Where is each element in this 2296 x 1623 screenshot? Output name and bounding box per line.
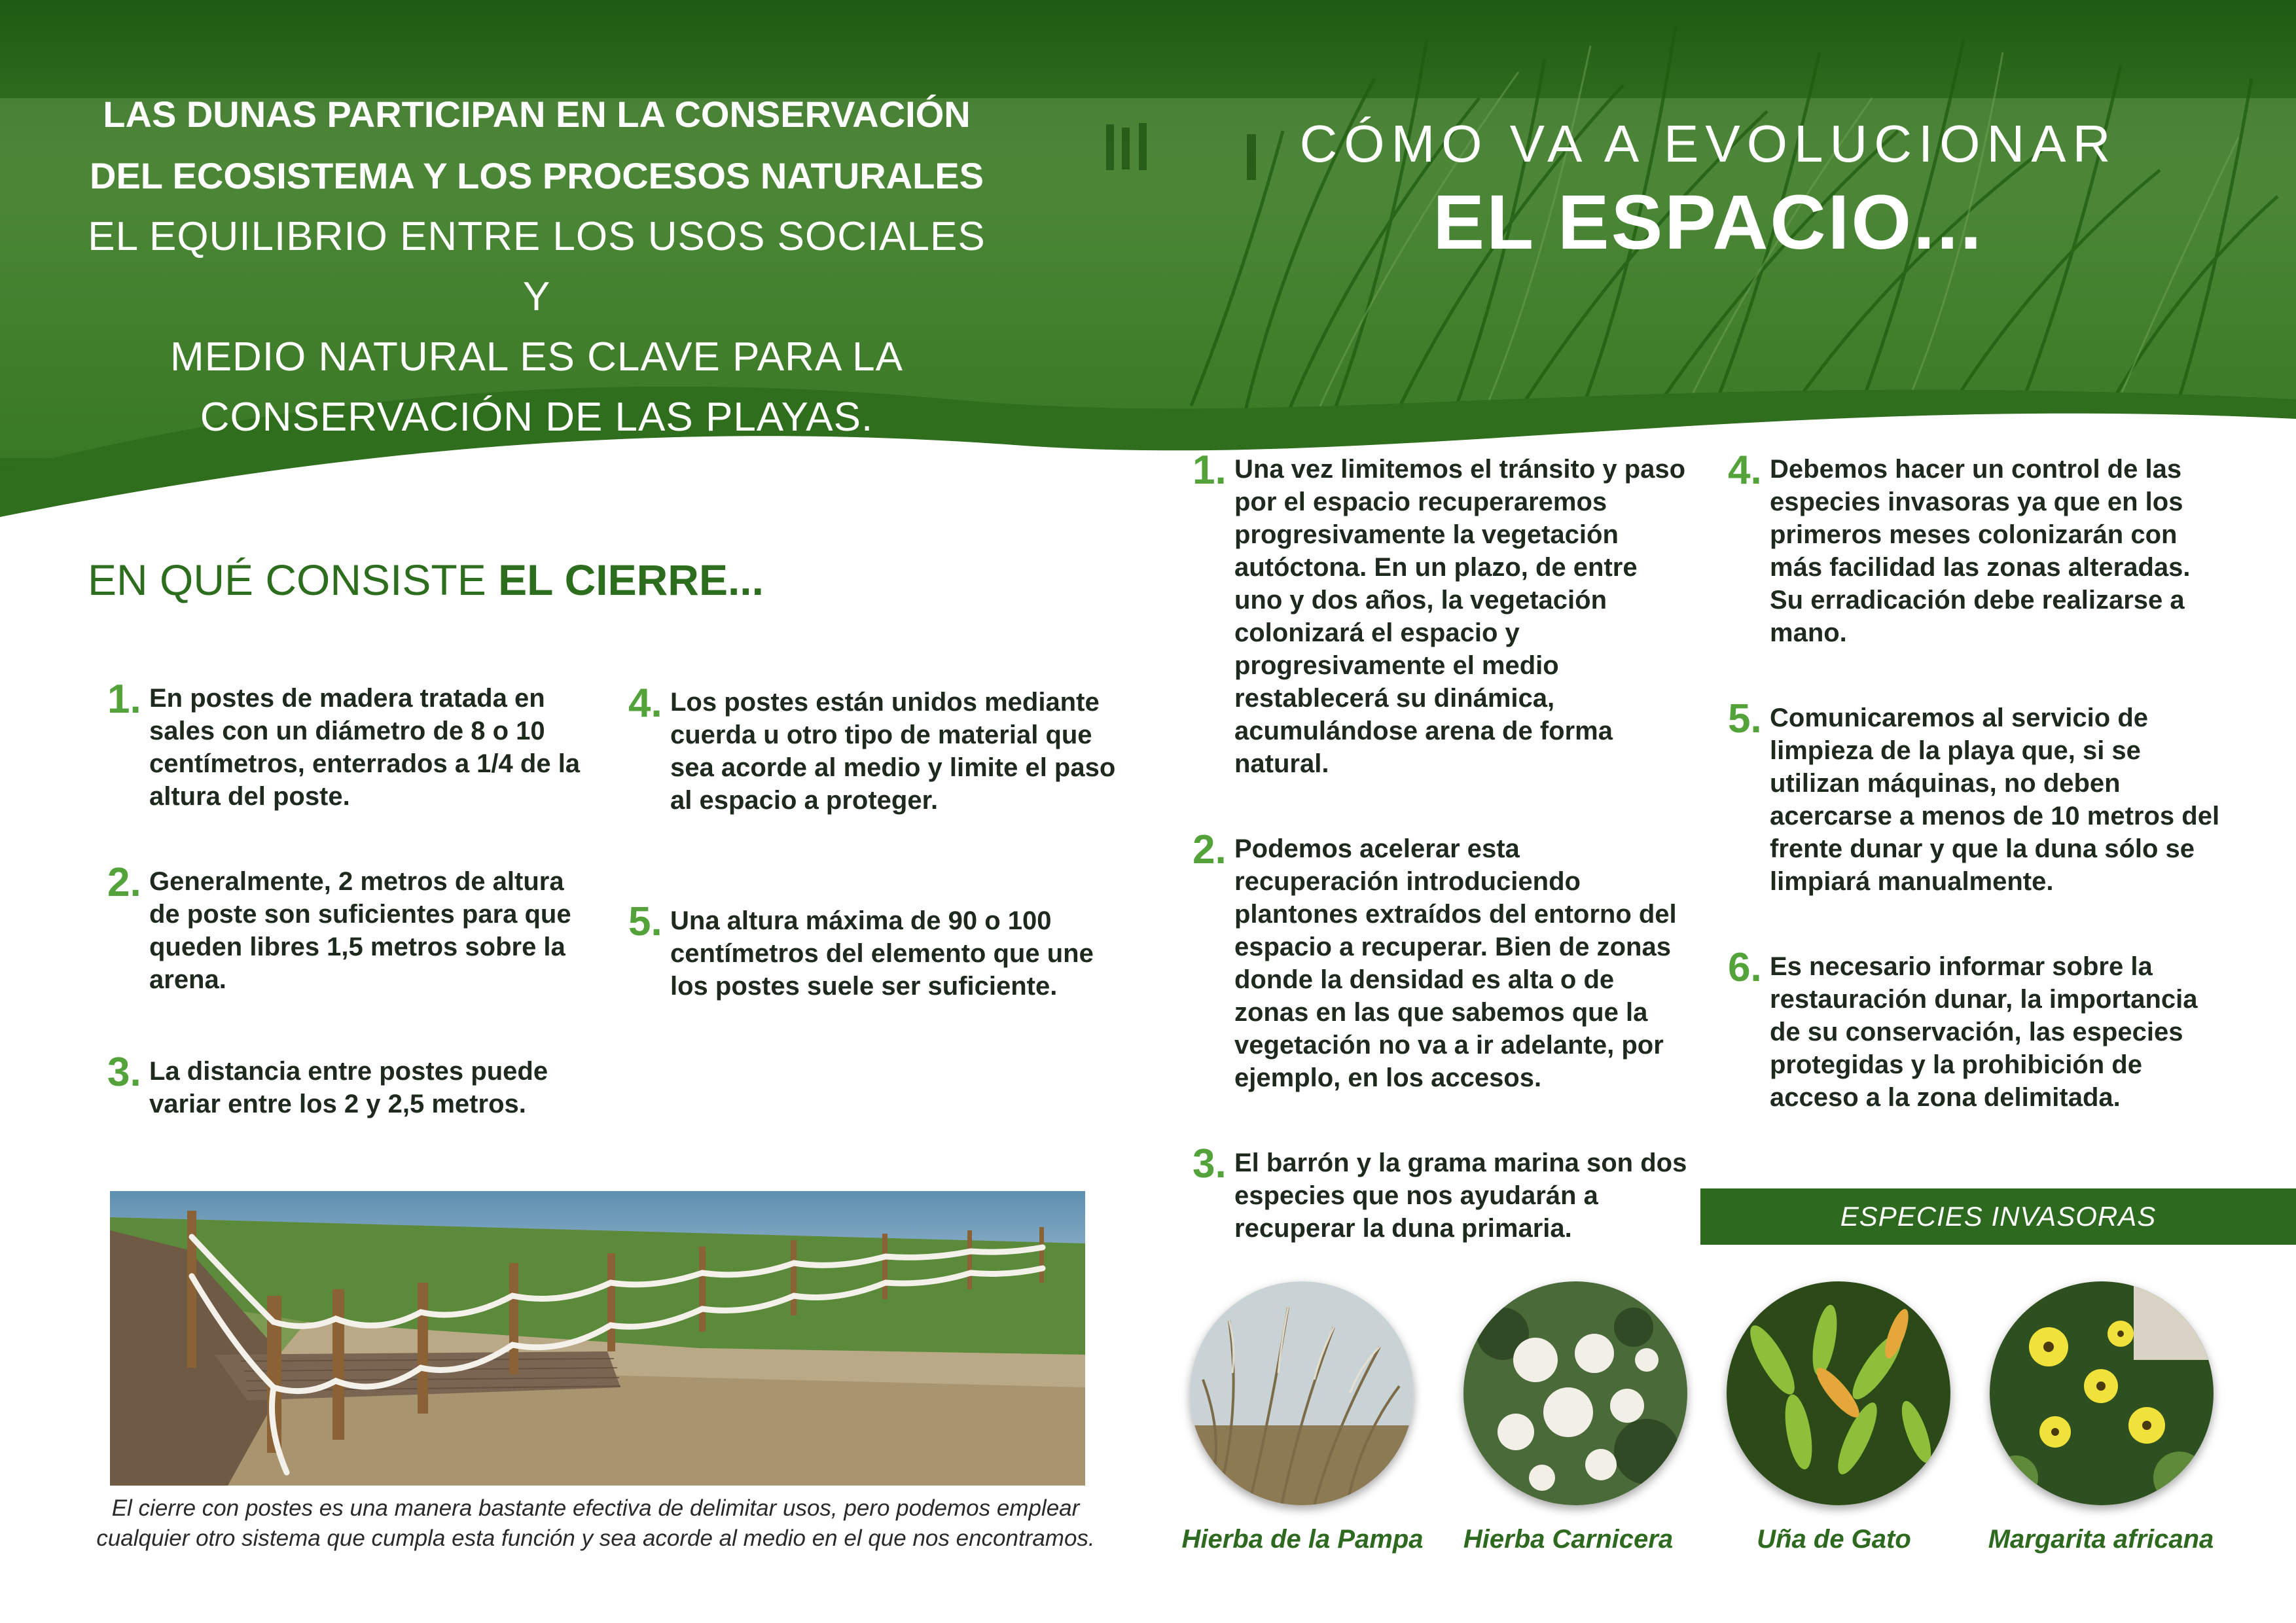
evolution-item-number: 5. bbox=[1728, 696, 1762, 741]
evolution-item-text: Es necesario informar sobre la restauración dunar, la importancia de su conservación, las especies protegidas y la prohibición de acceso a la zona delimitada. bbox=[1770, 952, 2198, 1112]
evolution-item-6 bbox=[1728, 945, 2225, 1114]
evolution-item-2 bbox=[1193, 827, 1690, 1094]
header-left-line-5: CONSERVACIÓN DE LAS PLAYAS. bbox=[200, 395, 874, 440]
header-left-bold-line-2: DEL ECOSISTEMA Y LOS PROCESOS NATURALES bbox=[90, 155, 984, 196]
closure-section-title bbox=[88, 555, 764, 605]
header-left-line-3: EL EQUILIBRIO ENTRE LOS USOS SOCIALES Y bbox=[88, 214, 986, 319]
closure-title-bold: EL CIERRE... bbox=[498, 556, 764, 604]
evolution-item-3 bbox=[1193, 1141, 1690, 1245]
closure-item-text: Una altura máxima de 90 o 100 centímetros del elemento que une los postes suele ser suficiente. bbox=[670, 906, 1094, 1001]
invasive-species-title-bar: ESPECIES INVASORAS bbox=[1700, 1188, 2296, 1245]
evolution-item-number: 6. bbox=[1728, 945, 1762, 990]
evolution-item-text: Comunicaremos al servicio de limpieza de la playa que, si se utilizan máquinas, no deben acercarse a menos de 10 metros del frente dunar y que la duna sólo se limpiará manualmente. bbox=[1770, 704, 2220, 896]
header-right-subtitle: CÓMO VA A EVOLUCIONAR bbox=[1299, 115, 2117, 173]
closure-item-number: 2. bbox=[107, 860, 141, 905]
evolution-item-1 bbox=[1193, 448, 1690, 780]
closure-item-4 bbox=[628, 681, 1126, 817]
species-label-margarita-africana: Margarita africana bbox=[1988, 1525, 2214, 1554]
evolution-item-number: 1. bbox=[1193, 448, 1227, 493]
header-left-line-4: MEDIO NATURAL ES CLAVE PARA LA bbox=[170, 334, 903, 380]
header-right-title bbox=[1244, 111, 2173, 268]
evolution-item-number: 4. bbox=[1728, 448, 1762, 493]
closure-item-number: 1. bbox=[107, 677, 141, 722]
species-label-hierba-carnicera: Hierba Carnicera bbox=[1463, 1525, 1674, 1554]
header-right-main-title: EL ESPACIO... bbox=[1433, 179, 1984, 266]
evolution-item-number: 2. bbox=[1193, 827, 1227, 872]
closure-item-number: 5. bbox=[628, 899, 662, 944]
header-banner bbox=[0, 0, 2296, 524]
closure-item-5 bbox=[628, 899, 1126, 1003]
closure-item-number: 3. bbox=[107, 1050, 141, 1095]
evolution-item-text: Podemos acelerar esta recuperación introduciendo plantones extraídos del entorno del espacio a recuperar. Bien de zonas donde la densidad es alta o de zonas en las que sabemos que la vegetación no va a ir adelante, por ejemplo, en los accesos. bbox=[1234, 834, 1677, 1092]
species-photo-hierba-carnicera bbox=[1463, 1281, 1687, 1505]
closure-item-2 bbox=[107, 860, 592, 996]
evolution-item-5 bbox=[1728, 696, 2225, 898]
closure-title-regular: EN QUÉ CONSISTE bbox=[88, 556, 499, 604]
fence-photo-illustration bbox=[110, 1191, 1085, 1486]
fence-photo bbox=[110, 1191, 1085, 1486]
evolution-item-4 bbox=[1728, 448, 2225, 649]
closure-item-3 bbox=[107, 1050, 592, 1120]
species-photo-margarita-africana bbox=[1990, 1281, 2214, 1505]
header-left-bold-line-1: LAS DUNAS PARTICIPAN EN LA CONSERVACIÓN bbox=[103, 94, 971, 135]
closure-item-text: En postes de madera tratada en sales con un diámetro de 8 o 10 centímetros, enterrados a 1/4 de la altura del poste. bbox=[149, 684, 581, 811]
closure-item-1 bbox=[107, 677, 592, 813]
fence-photo-caption: El cierre con postes es una manera bastante efectiva de delimitar usos, pero podemos emplear cualquier otro sistema que cumpla esta función y sea acorde al medio en el que nos encontramos. bbox=[96, 1495, 1095, 1551]
evolution-item-text: El barrón y la grama marina son dos especies que nos ayudarán a recuperar la duna primaria. bbox=[1234, 1149, 1687, 1243]
species-photo-pampas-grass bbox=[1190, 1281, 1414, 1505]
evolution-item-text: Una vez limitemos el tránsito y paso por el espacio recuperaremos progresivamente la vegetación autóctona. En un plazo, de entre uno y dos años, la vegetación colonizará el espacio y progresivamente el medio restablecerá su dinámica, acumulándose arena de forma natural. bbox=[1234, 455, 1686, 778]
closure-item-number: 4. bbox=[628, 681, 662, 726]
species-label-pampas-grass: Hierba de la Pampa bbox=[1181, 1525, 1424, 1554]
evolution-item-text: Debemos hacer un control de las especies invasoras ya que en los primeros meses colonizarán con más facilidad las zonas alteradas. Su erradicación debe realizarse a mano. bbox=[1770, 455, 2191, 647]
closure-item-text: Los postes están unidos mediante cuerda u otro tipo de material que sea acorde al medio y limite el paso al espacio a proteger. bbox=[670, 688, 1116, 815]
species-label-una-de-gato: Uña de Gato bbox=[1757, 1525, 1911, 1554]
closure-item-text: La distancia entre postes puede variar entre los 2 y 2,5 metros. bbox=[149, 1057, 548, 1118]
evolution-item-number: 3. bbox=[1193, 1141, 1227, 1186]
species-photo-una-de-gato bbox=[1727, 1281, 1950, 1505]
header-left-text bbox=[79, 84, 995, 448]
closure-item-text: Generalmente, 2 metros de altura de poste son suficientes para que queden libres 1,5 metros sobre la arena. bbox=[149, 867, 571, 994]
